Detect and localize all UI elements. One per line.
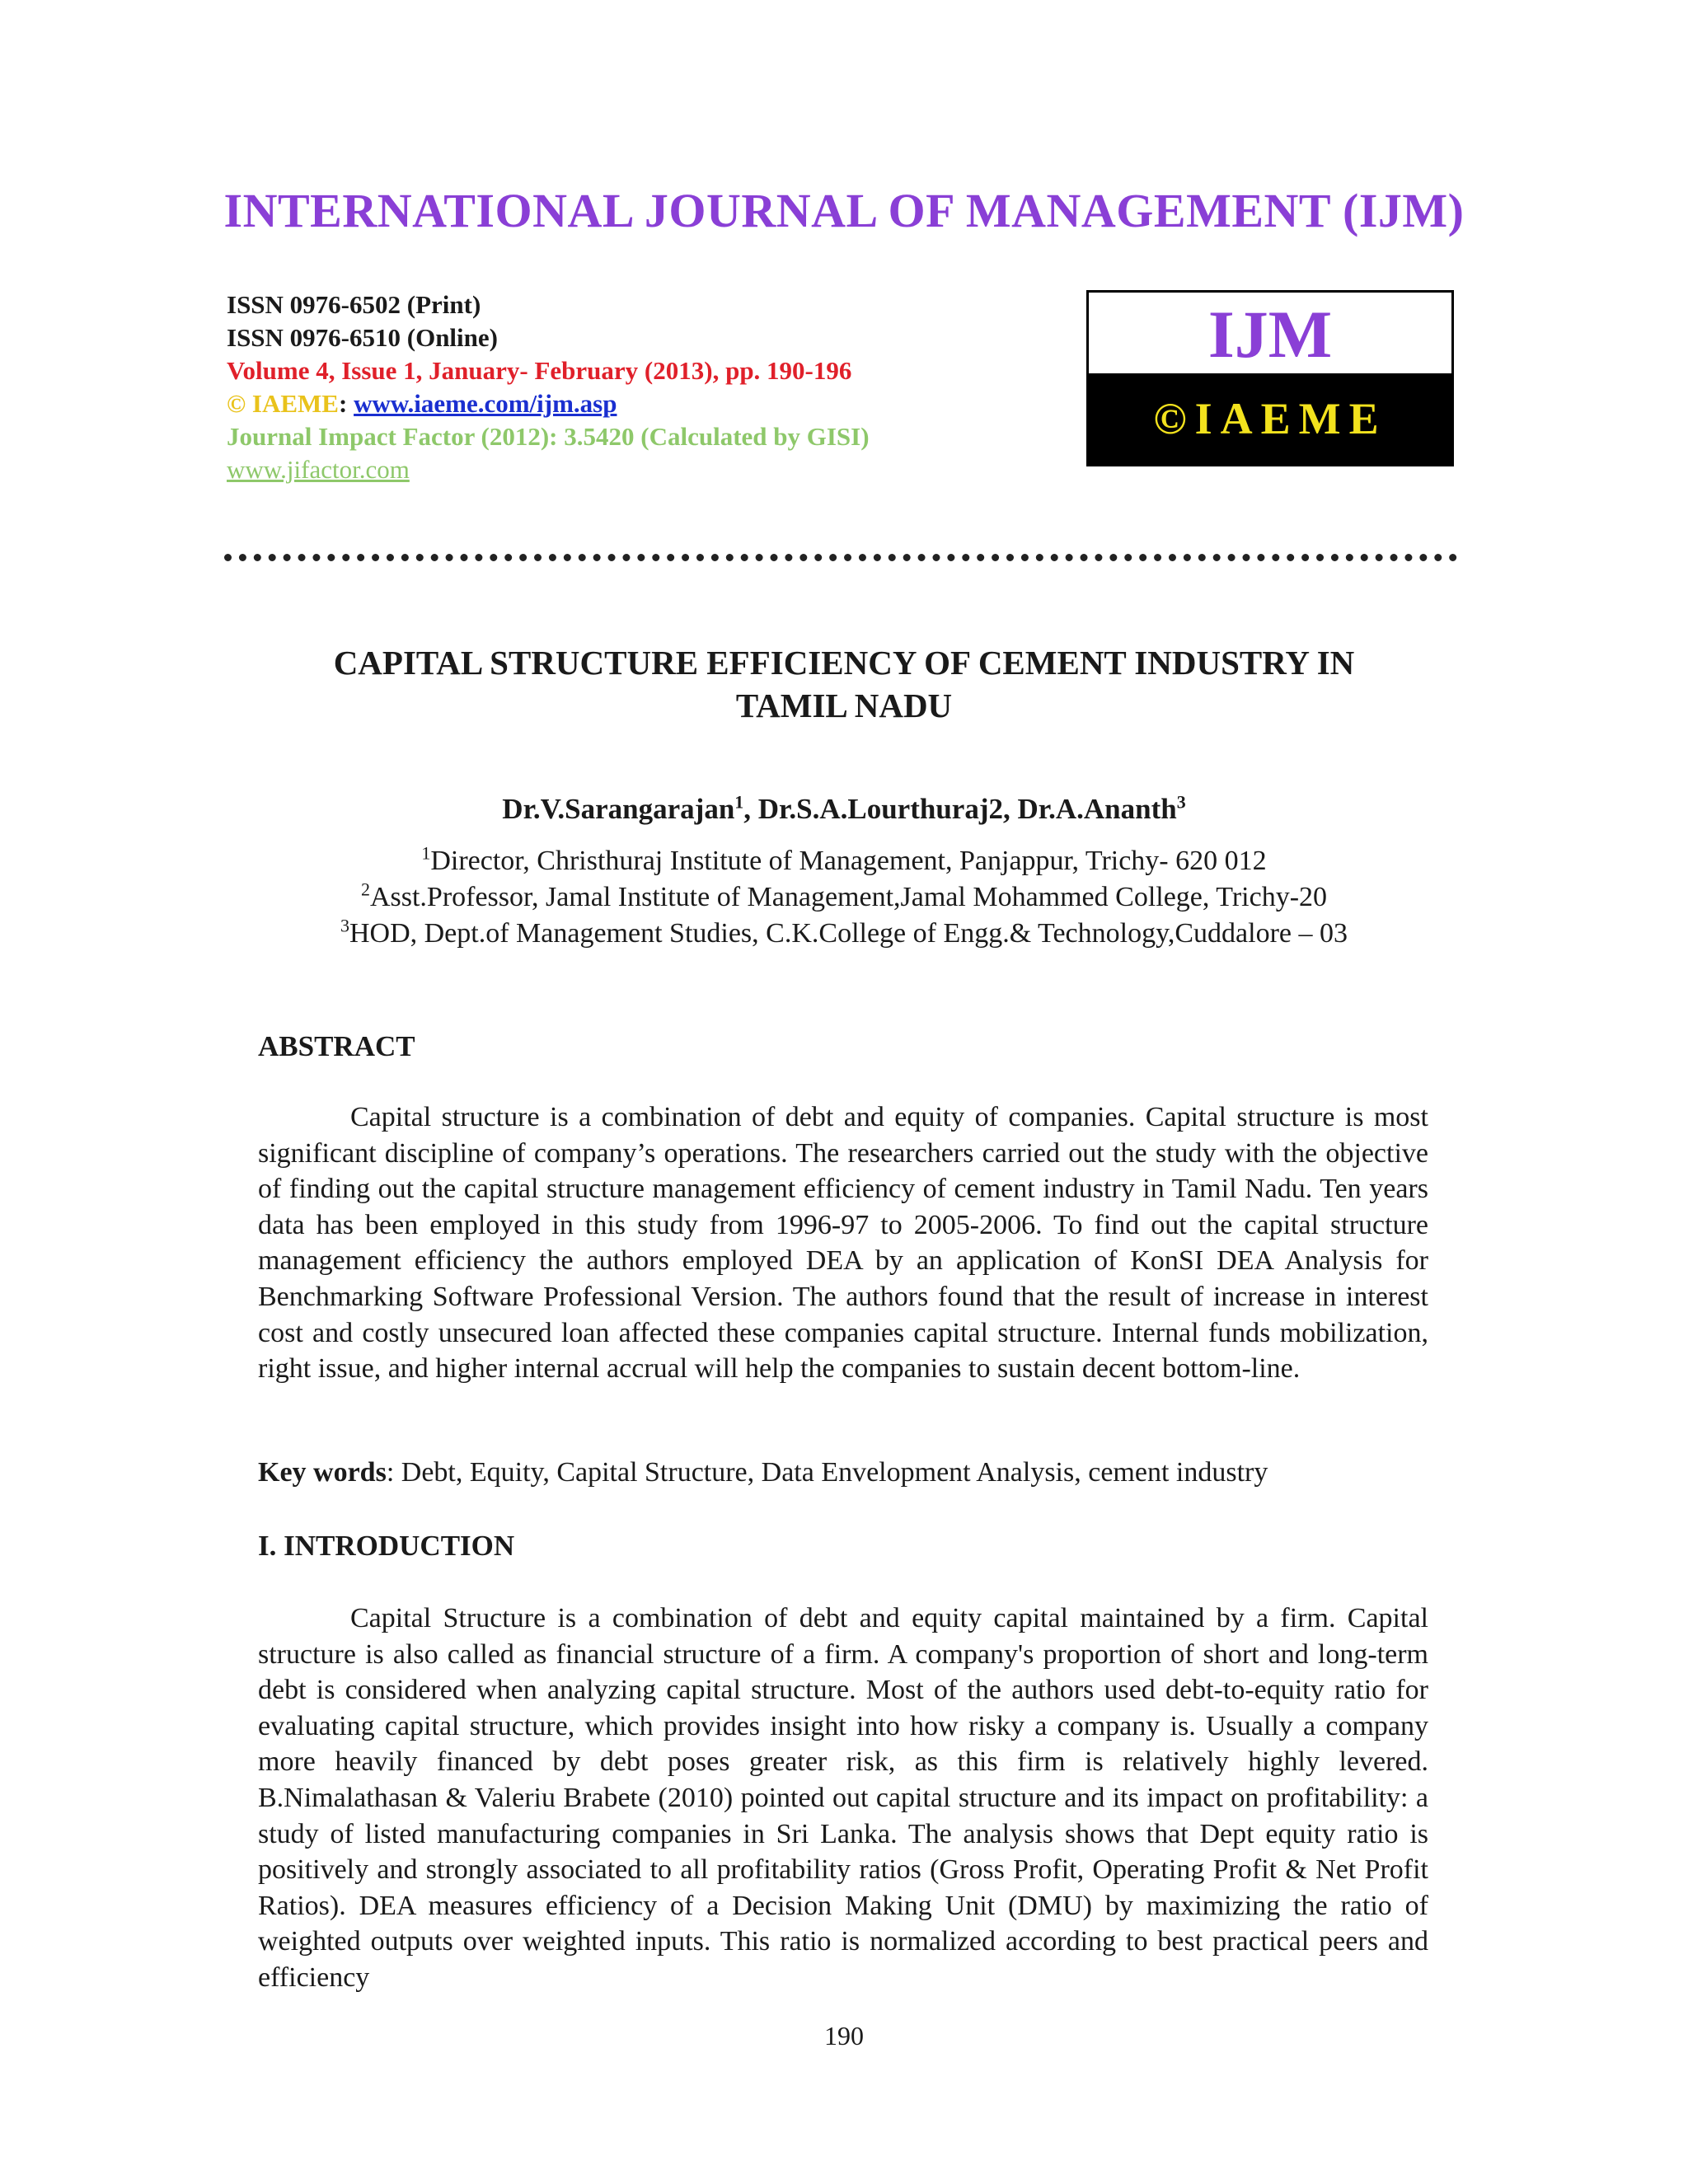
page-number: 190	[824, 2021, 864, 2050]
paper-title-line1: CAPITAL STRUCTURE EFFICIENCY OF CEMENT INDUSTRY IN	[333, 644, 1355, 682]
volume-info: Volume 4, Issue 1, January- February (2013), pp. 190-196	[227, 356, 852, 385]
keywords	[258, 1457, 1428, 1488]
abstract-body	[258, 1099, 1428, 1387]
impact-factor: Journal Impact Factor (2012): 3.5420 (Calculated by GISI)	[227, 422, 870, 451]
paper-title	[0, 641, 1688, 727]
logo-bottom-text: ©IAEME	[1089, 373, 1451, 464]
journal-title: INTERNATIONAL JOURNAL OF MANAGEMENT (IJM)	[223, 184, 1465, 237]
keywords-text: : Debt, Equity, Capital Structure, Data Envelopment Analysis, cement industry	[386, 1457, 1268, 1488]
affiliation-3	[0, 915, 1688, 949]
affiliation-1-sup: 1	[421, 842, 431, 864]
issn-print: ISSN 0976-6502 (Print)	[227, 290, 481, 319]
introduction-heading: I. INTRODUCTION	[258, 1530, 515, 1562]
logo-top-text: IJM	[1089, 293, 1451, 373]
ijm-logo	[1086, 290, 1454, 466]
introduction-text: Capital Structure is a combination of debt and equity capital maintained by a firm. Capital structure is also called as financial structure of a firm. A company's proportion of short and long-term debt is considered when analyzing capital structure. Most of the authors used debt-to-equity ratio for evaluating capital structure, which provides insight into how risky a company is. Usually a company more heavily financed by debt poses greater risk, as this firm is relatively highly levered. B.Nimalathasan & Valeriu Brabete (2010) pointed out capital structure and its impact on profitability: a study of listed manufacturing companies in Sri Lanka. The analysis shows that Dept equity ratio is positively and strongly associated to all profitability ratios (Gross Profit, Operating Profit & Net Profit Ratios). DEA measures efficiency of a Decision Making Unit (DMU) by maximizing the ratio of weighted outputs over weighted inputs. This ratio is normalized according to best practical peers and efficiency	[258, 1603, 1428, 1993]
dotted-divider	[224, 554, 1457, 561]
affiliation-2-sup: 2	[360, 879, 370, 900]
affiliation-2	[0, 879, 1688, 913]
abstract-heading: ABSTRACT	[258, 1030, 415, 1062]
affiliation-3-text: HOD, Dept.of Management Studies, C.K.College of Engg.& Technology,Cuddalore – 03	[349, 918, 1348, 949]
author-1: Dr.V.Sarangarajan	[502, 793, 735, 825]
affiliation-3-sup: 3	[340, 915, 349, 936]
issn-online: ISSN 0976-6510 (Online)	[227, 323, 498, 352]
copyright-iaeme: © IAEME	[227, 389, 339, 418]
journal-metadata	[227, 288, 870, 486]
abstract-text: Capital structure is a combination of debt and equity of companies. Capital structure is most significant discipline of company’s operations. The researchers carried out the study with the objective of finding out the capital structure management efficiency of cement industry in Tamil Nadu. Ten years data has been employed in this study from 1996-97 to 2005-2006. To find out the capital structure management efficiency the authors employed DEA by an application of KonSI DEA Analysis for Benchmarking Software Professional Version. The authors found that the result of increase in interest cost and costly unsecured loan affected these companies capital structure. Internal funds mobilization, right issue, and higher internal accrual will help the companies to sustain decent bottom-line.	[258, 1102, 1428, 1385]
affiliation-1-text: Director, Christhuraj Institute of Management, Panjappur, Trichy- 620 012	[430, 846, 1267, 876]
author-3-sup: 3	[1176, 791, 1186, 813]
journal-link[interactable]: www.iaeme.com/ijm.asp	[354, 389, 617, 418]
affiliation-1	[0, 842, 1688, 877]
author-list	[0, 793, 1688, 826]
paper-title-line2: TAMIL NADU	[735, 687, 953, 724]
other-authors: , Dr.S.A.Lourthuraj2, Dr.A.Ananth	[743, 793, 1177, 825]
author-1-sup: 1	[734, 791, 744, 813]
introduction-body	[258, 1601, 1428, 1996]
colon-separator: :	[338, 389, 354, 418]
jifactor-link[interactable]: www.jifactor.com	[227, 455, 410, 484]
keywords-label: Key words	[258, 1457, 387, 1488]
affiliation-2-text: Asst.Professor, Jamal Institute of Management,Jamal Mohammed College, Trichy-20	[369, 882, 1328, 912]
